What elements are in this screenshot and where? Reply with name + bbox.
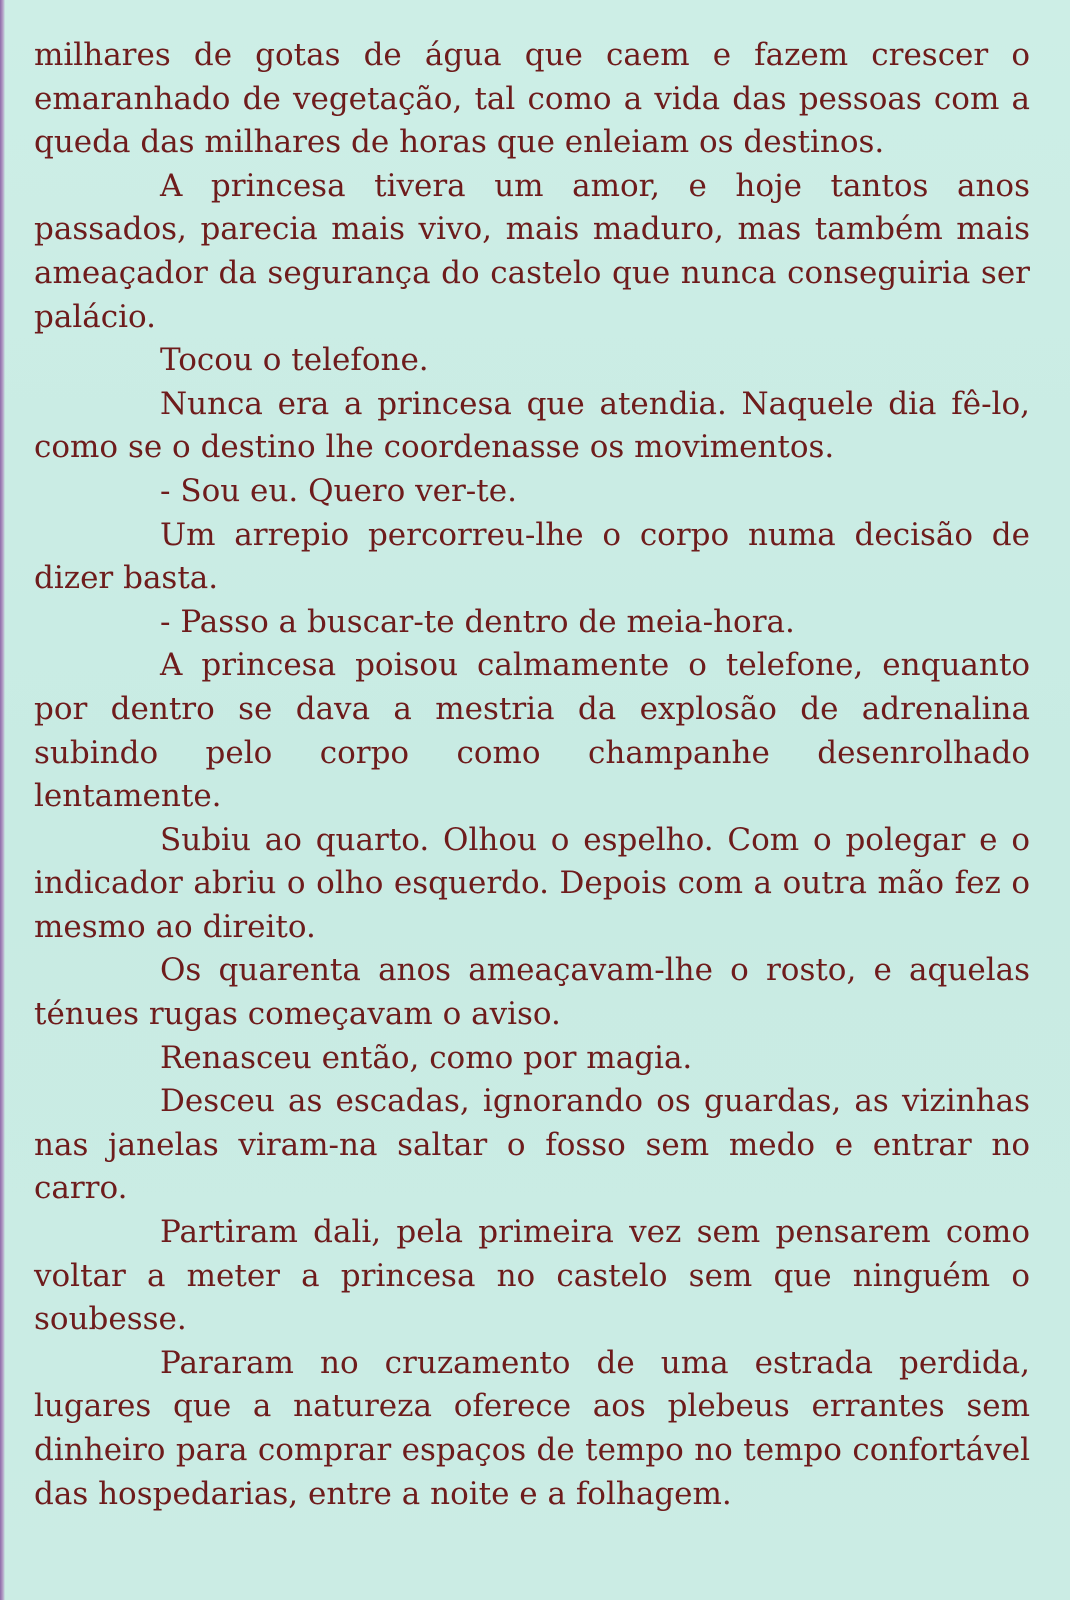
body-text [34,34,1030,1516]
paragraph-6: Um arrepio percorreu-lhe o corpo numa decisão de dizer basta. [34,516,1030,597]
paragraph-14: Pararam no cruzamento de uma estrada perdida, lugares que a natureza oferece aos plebeus errantes sem dinheiro para comprar espaços de tempo no tempo confortável das hospedarias, entre a noite e a folhagem. [34,1344,1030,1512]
paragraph-4: Nunca era a princesa que atendia. Naquele dia fê-lo, como se o destino lhe coordenasse os movimentos. [34,385,1030,466]
paragraph-3: Tocou o telefone. [160,342,429,379]
paragraph-10: Os quarenta anos ameaçavam-lhe o rosto, e aquelas ténues rugas começavam o aviso. [34,952,1030,1033]
page-edge [0,0,5,1600]
paragraph-2: A princesa tivera um amor, e hoje tantos anos passados, parecia mais vivo, mais maduro, mas também mais ameaçador da segurança do castelo que nunca conseguiria ser palácio. [34,167,1030,335]
paragraph-9: Subiu ao quarto. Olhou o espelho. Com o polegar e o indicador abriu o olho esquerdo. Depois com a outra mão fez o mesmo ao direito. [34,821,1030,945]
paragraph-1: milhares de gotas de água que caem e fazem crescer o emaranhado de vegetação, tal como a vida das pessoas com a queda das milhares de horas que enleiam os destinos. [34,37,1030,161]
paragraph-8: A princesa poisou calmamente o telefone, enquanto por dentro se dava a mestria da explosão de adrenalina subindo pelo corpo como champanhe desenrolhado lentamente. [34,647,1030,815]
paragraph-12: Desceu as escadas, ignorando os guardas, as vizinhas nas janelas viram-na saltar o fosso sem medo e entrar no carro. [34,1083,1030,1207]
paragraph-11: Renasceu então, como por magia. [160,1039,693,1076]
paragraph-5: - Sou eu. Quero ver-te. [160,472,517,509]
paragraph-13: Partiram dali, pela primeira vez sem pensarem como voltar a meter a princesa no castelo sem que ninguém o soubesse. [34,1214,1030,1338]
paragraph-7: - Passo a buscar-te dentro de meia-hora. [160,603,795,640]
